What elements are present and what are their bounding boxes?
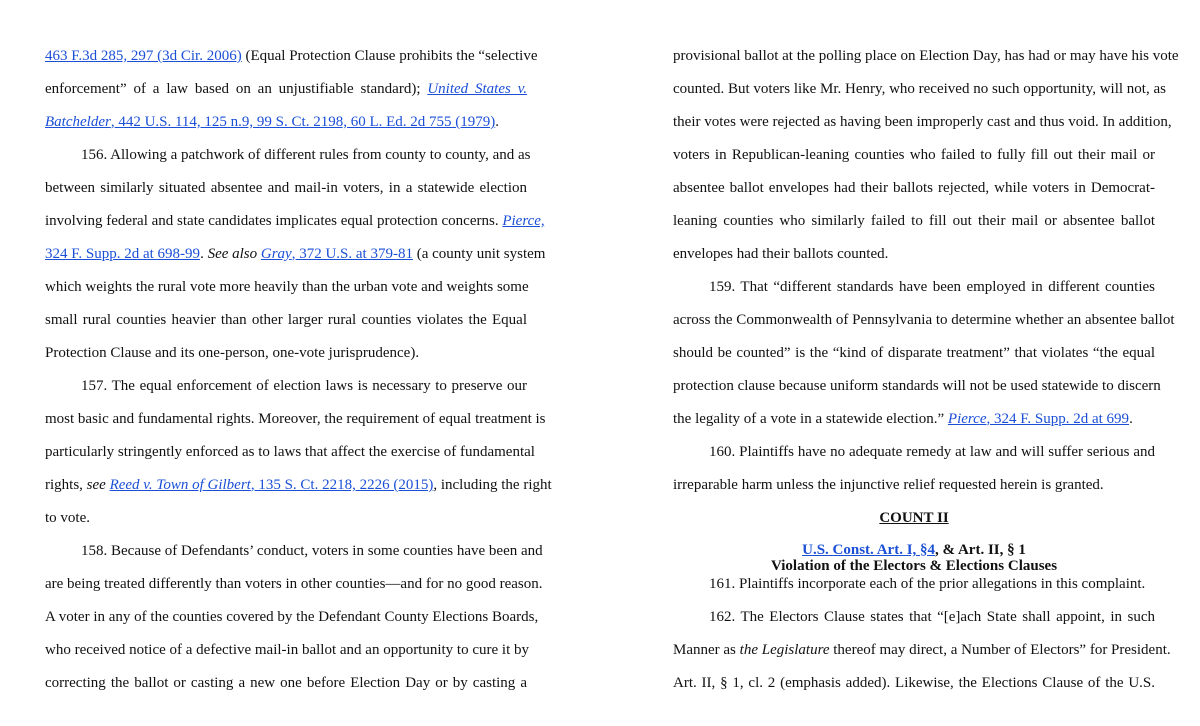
text-line: irreparable harm unless the injunctive relief requested herein is granted.: [673, 477, 1104, 493]
case-name: Pierce: [947, 411, 987, 427]
left-page-column: [45, 40, 552, 700]
text-line: [45, 205, 545, 238]
text-line: [45, 469, 552, 502]
text-run: rights,: [45, 477, 87, 493]
citation-rest: , 442 U.S. 114, 125 n.9, 99 S. Ct. 2198, 60 L. Ed. 2d 755 (1979): [110, 114, 496, 130]
text-line: 160. Plaintiffs have no adequate remedy at law and will suffer serious and: [709, 444, 1155, 460]
citation-link-united-states[interactable]: United States v.: [427, 81, 527, 97]
count-subheading: [673, 535, 1155, 574]
paragraph-158-continued: [673, 40, 1179, 271]
text-line: who received notice of a defective mail-in ballot and an opportunity to cure it by: [45, 642, 529, 658]
paragraph-162: [673, 601, 1171, 700]
text-run: , & Art. II, § 1: [935, 542, 1026, 558]
text-line: should be counted” is the “kind of disparate treatment” that violates “the equal: [673, 345, 1155, 361]
text-line: between similarly situated absentee and mail-in voters, in a statewide election: [45, 180, 527, 196]
text-line: correcting the ballot or casting a new one before Election Day or by casting a: [45, 675, 527, 691]
text-line: [45, 238, 546, 271]
text-line: A voter in any of the counties covered by the Defendant County Elections Boards,: [45, 609, 539, 625]
text-line: 162. The Electors Clause states that “[e]ach State shall appoint, in such: [709, 609, 1155, 625]
count-heading-block: [673, 502, 1155, 574]
case-name: Gray: [260, 246, 292, 262]
case-name: Reed v. Town of Gilbert: [109, 477, 251, 493]
text-run: the legality of a vote in a statewide election.”: [673, 411, 948, 427]
paragraph-157: [45, 370, 552, 535]
text-line: 159. That “different standards have been employed in different counties: [709, 279, 1155, 295]
signal-see-also: See also: [207, 246, 258, 262]
text-line: most basic and fundamental rights. Moreover, the requirement of equal treatment is: [45, 411, 546, 427]
text-line: particularly stringently enforced as to laws that affect the exercise of fundamental: [45, 444, 535, 460]
text-line: counted. But voters like Mr. Henry, who received no such opportunity, will not, as: [673, 81, 1166, 97]
text-run: thereof may direct, a Number of Electors” for President.: [829, 642, 1171, 658]
citation-link-pierce-699[interactable]: [948, 411, 1129, 427]
text-line: 158. Because of Defendants’ conduct, voters in some counties have been and: [81, 543, 543, 559]
text-line: which weights the rural vote more heavily than the urban vote and weights some: [45, 279, 529, 295]
citation-link-324-fsupp[interactable]: 324 F. Supp. 2d at 698-99: [45, 246, 201, 262]
citation-link-463-f3d[interactable]: 463 F.3d 285, 297 (3d Cir. 2006): [45, 48, 242, 64]
text-line: [45, 40, 538, 73]
subheading-line: [673, 542, 1155, 558]
subheading-line: Violation of the Electors & Elections Clauses: [770, 558, 1058, 574]
text-run: Manner as: [673, 642, 740, 658]
citation-rest: , 324 F. Supp. 2d at 699: [986, 411, 1130, 427]
text-line: protection clause because uniform standards will not be used statewide to discern: [673, 378, 1161, 394]
paragraph-158: [45, 535, 543, 700]
paragraph-161: [673, 568, 1155, 601]
text-line: [673, 634, 1171, 667]
citation-link-reed[interactable]: [110, 477, 434, 493]
text-run: (Equal Protection Clause prohibits the “selective: [241, 48, 538, 64]
count-heading: COUNT II: [879, 510, 949, 526]
text-line: Art. II, § 1, cl. 2 (emphasis added). Likewise, the Elections Clause of the U.S.: [673, 675, 1155, 691]
text-line: 157. The equal enforcement of election laws is necessary to preserve our: [81, 378, 527, 394]
right-page-column: [673, 40, 1179, 700]
paragraph-159: [673, 271, 1175, 436]
paragraph-156: [45, 139, 546, 370]
citation-rest: , 135 S. Ct. 2218, 2226 (2015): [250, 477, 434, 493]
citation-link-pierce[interactable]: Pierce,: [502, 213, 545, 229]
text-line: [45, 106, 527, 139]
text-line: Protection Clause and its one-person, one-vote jurisprudence).: [45, 345, 420, 361]
signal-see: see: [86, 477, 106, 493]
citation-link-gray[interactable]: [261, 246, 413, 262]
citation-link-const-art-i[interactable]: U.S. Const. Art. I, §4: [802, 542, 936, 558]
text-run: enforcement” of a law based on an unjustifiable standard);: [45, 81, 428, 97]
text-run: , including the right: [433, 477, 552, 493]
paragraph-155-tail: [45, 40, 538, 139]
text-line: absentee ballot envelopes had their ballots rejected, while voters in Democrat-: [673, 180, 1155, 196]
text-line: provisional ballot at the polling place on Election Day, has had or may have his vote: [673, 48, 1179, 64]
paragraph-160: [673, 436, 1155, 502]
text-line: across the Commonwealth of Pennsylvania to determine whether an absentee ballot: [673, 312, 1175, 328]
text-line: their votes were rejected as having been improperly cast and thus void. In addition,: [673, 114, 1172, 130]
text-run: .: [1129, 411, 1133, 427]
text-line: 156. Allowing a patchwork of different rules from county to county, and as: [81, 147, 531, 163]
text-line: voters in Republican-leaning counties who failed to fully fill out their mail or: [673, 147, 1155, 163]
case-name: Batchelder: [45, 114, 111, 130]
text-line: 161. Plaintiffs incorporate each of the prior allegations in this complaint.: [709, 576, 1146, 592]
text-run: involving federal and state candidates implicates equal protection concerns.: [45, 213, 503, 229]
text-run: .: [495, 114, 500, 130]
citation-rest: , 372 U.S. at 379-81: [291, 246, 413, 262]
text-line: [45, 73, 527, 106]
text-line: leaning counties who similarly failed to fill out their mail or absentee ballot: [673, 213, 1155, 229]
text-run: .: [200, 246, 208, 262]
text-line: are being treated differently than voters in other counties—and for no good reason.: [45, 576, 543, 592]
text-line: [673, 403, 1155, 436]
text-line: envelopes had their ballots counted.: [673, 246, 889, 262]
text-line: to vote.: [45, 510, 90, 526]
text-line: small rural counties heavier than other larger rural counties violates the Equal: [45, 312, 527, 328]
emphasis-text: the Legislature: [739, 642, 830, 658]
citation-link-batchelder[interactable]: [45, 114, 495, 130]
text-run: (a county unit system: [412, 246, 546, 262]
